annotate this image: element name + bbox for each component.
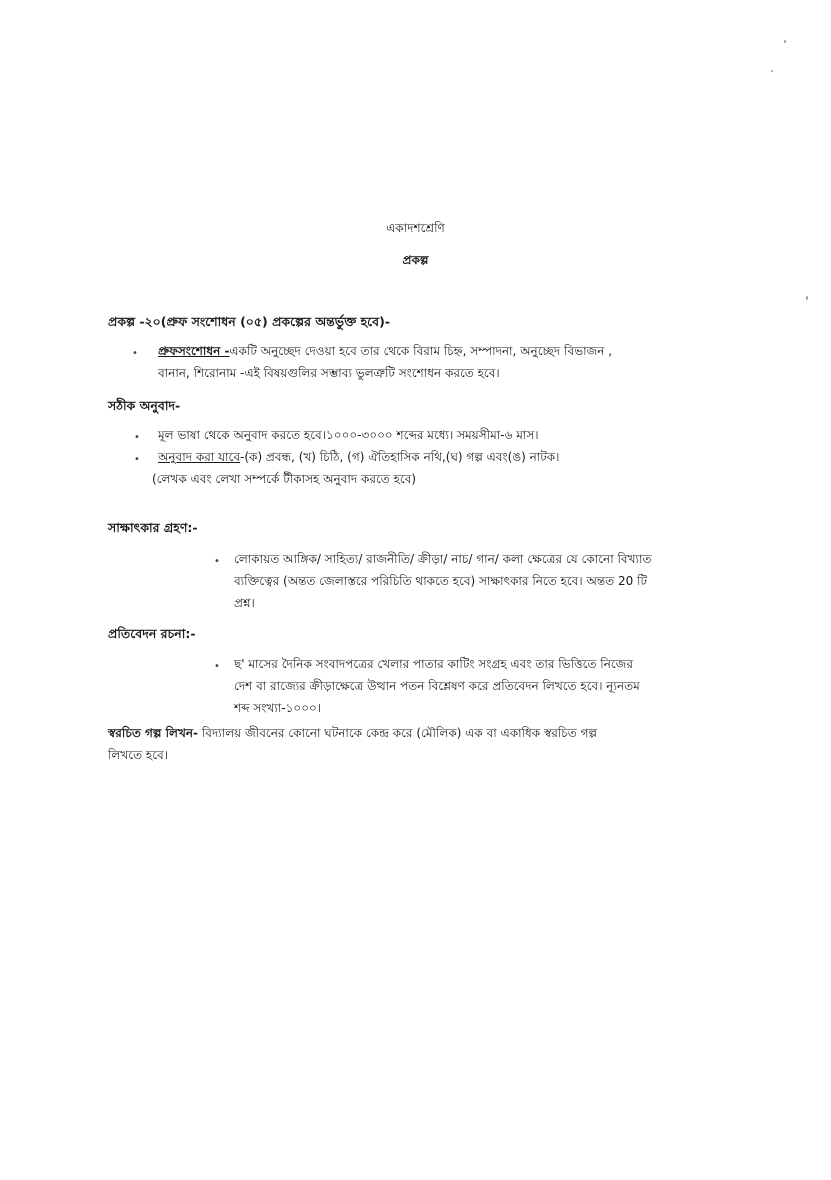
report-line1: ছ' মাসের দৈনিক সংবাদপত্রের খেলার পাতার কাটিং সংগ্রহ এবং তার ভিত্তিতে নিজের	[234, 657, 634, 671]
story-block	[108, 722, 808, 766]
translation-note: (লেখক এবং লেখা সম্পর্কে টীকাসহ অনুবাদ করতে হবে)	[152, 472, 417, 486]
translation-item-2-lead: অনুবাদ করা যাবে	[158, 450, 241, 464]
interview-line1: লোকায়ত আঙ্গিক/ সাহিত্য/ রাজনীতি/ ক্রীড়া/ নাচ/ গান/ কলা ক্ষেত্রের যে কোনো বিখ্যাত	[234, 552, 652, 566]
class-title: একাদশশ্রেণি	[386, 221, 445, 235]
proof-block	[158, 340, 758, 384]
interview-line2: ব্যক্তিত্বের (অন্তত জেলাস্তরে পরিচিতি থাকতে হবে) সাক্ষাৎকার নিতে হবে। অন্তত 20 টি	[234, 574, 648, 588]
bullet-icon: •	[214, 661, 220, 672]
page-subtitle: প্রকল্প	[402, 253, 429, 267]
translation-item-2-rest: -(ক) প্রবন্ধ, (খ) চিঠি, (গ) ঐতিহাসিক নথি,(ঘ) গল্প এবং(ঙ) নাটক।	[240, 450, 560, 464]
report-line3: শব্দ সংখ্যা-১০০০।	[234, 701, 322, 715]
story-line2: লিখতে হবে।	[108, 748, 168, 762]
story-lead: স্বরচিত গল্প লিখন-	[108, 726, 199, 740]
translation-heading: সঠীক অনুবাদ-	[108, 398, 181, 413]
translation-item-2	[158, 446, 559, 468]
interview-line3: প্রশ্ন।	[234, 596, 255, 610]
report-heading: প্রতিবেদন রচনা:-	[108, 626, 196, 641]
report-block	[234, 653, 794, 719]
interview-heading: সাক্ষাৎকার গ্রহণ:-	[108, 520, 198, 535]
proof-line2: বানান, শিরোনাম -এই বিষয়গুলির সম্ভাব্য ভুলত্রুটি সংশোধন করতে হবে।	[158, 366, 500, 380]
scan-speck	[806, 296, 808, 300]
bullet-icon: •	[134, 432, 140, 443]
scan-speck	[771, 70, 773, 72]
bullet-icon: •	[132, 348, 138, 359]
report-line2: দেশ বা রাজ্যের ক্রীড়াক্ষেত্রে উত্থান পতন বিশ্লেষণ করে প্রতিবেদন লিখতে হবে। ন্যূনতম	[234, 679, 640, 693]
interview-block	[234, 548, 794, 614]
bullet-icon: •	[134, 454, 140, 465]
bullet-icon: •	[214, 556, 220, 567]
scan-speck	[784, 40, 786, 43]
project-heading: প্রকল্প -২০(প্রুফ সংশোধন (০৫) প্রকল্পের অন্তর্ভুক্ত হবে)-	[108, 314, 391, 329]
story-line1: বিদ্যালয় জীবনের কোনো ঘটনাকে কেন্দ্র করে (মৌলিক) এক বা একাধিক স্বরচিত গল্প	[198, 726, 598, 740]
proof-lead: প্রুফসংশোধন -	[158, 344, 230, 358]
proof-line1: একটি অনুচ্ছেদ দেওয়া হবে তার থেকে বিরাম চিহ্ন, সম্পাদনা, অনুচ্ছেদ বিভাজন ,	[229, 344, 613, 358]
translation-item-1: মূল ভাষা থেকে অনুবাদ করতে হবে।১০০০-৩০০০ শব্দের মধ্যে। সময়সীমা-৬ মাস।	[158, 428, 539, 442]
